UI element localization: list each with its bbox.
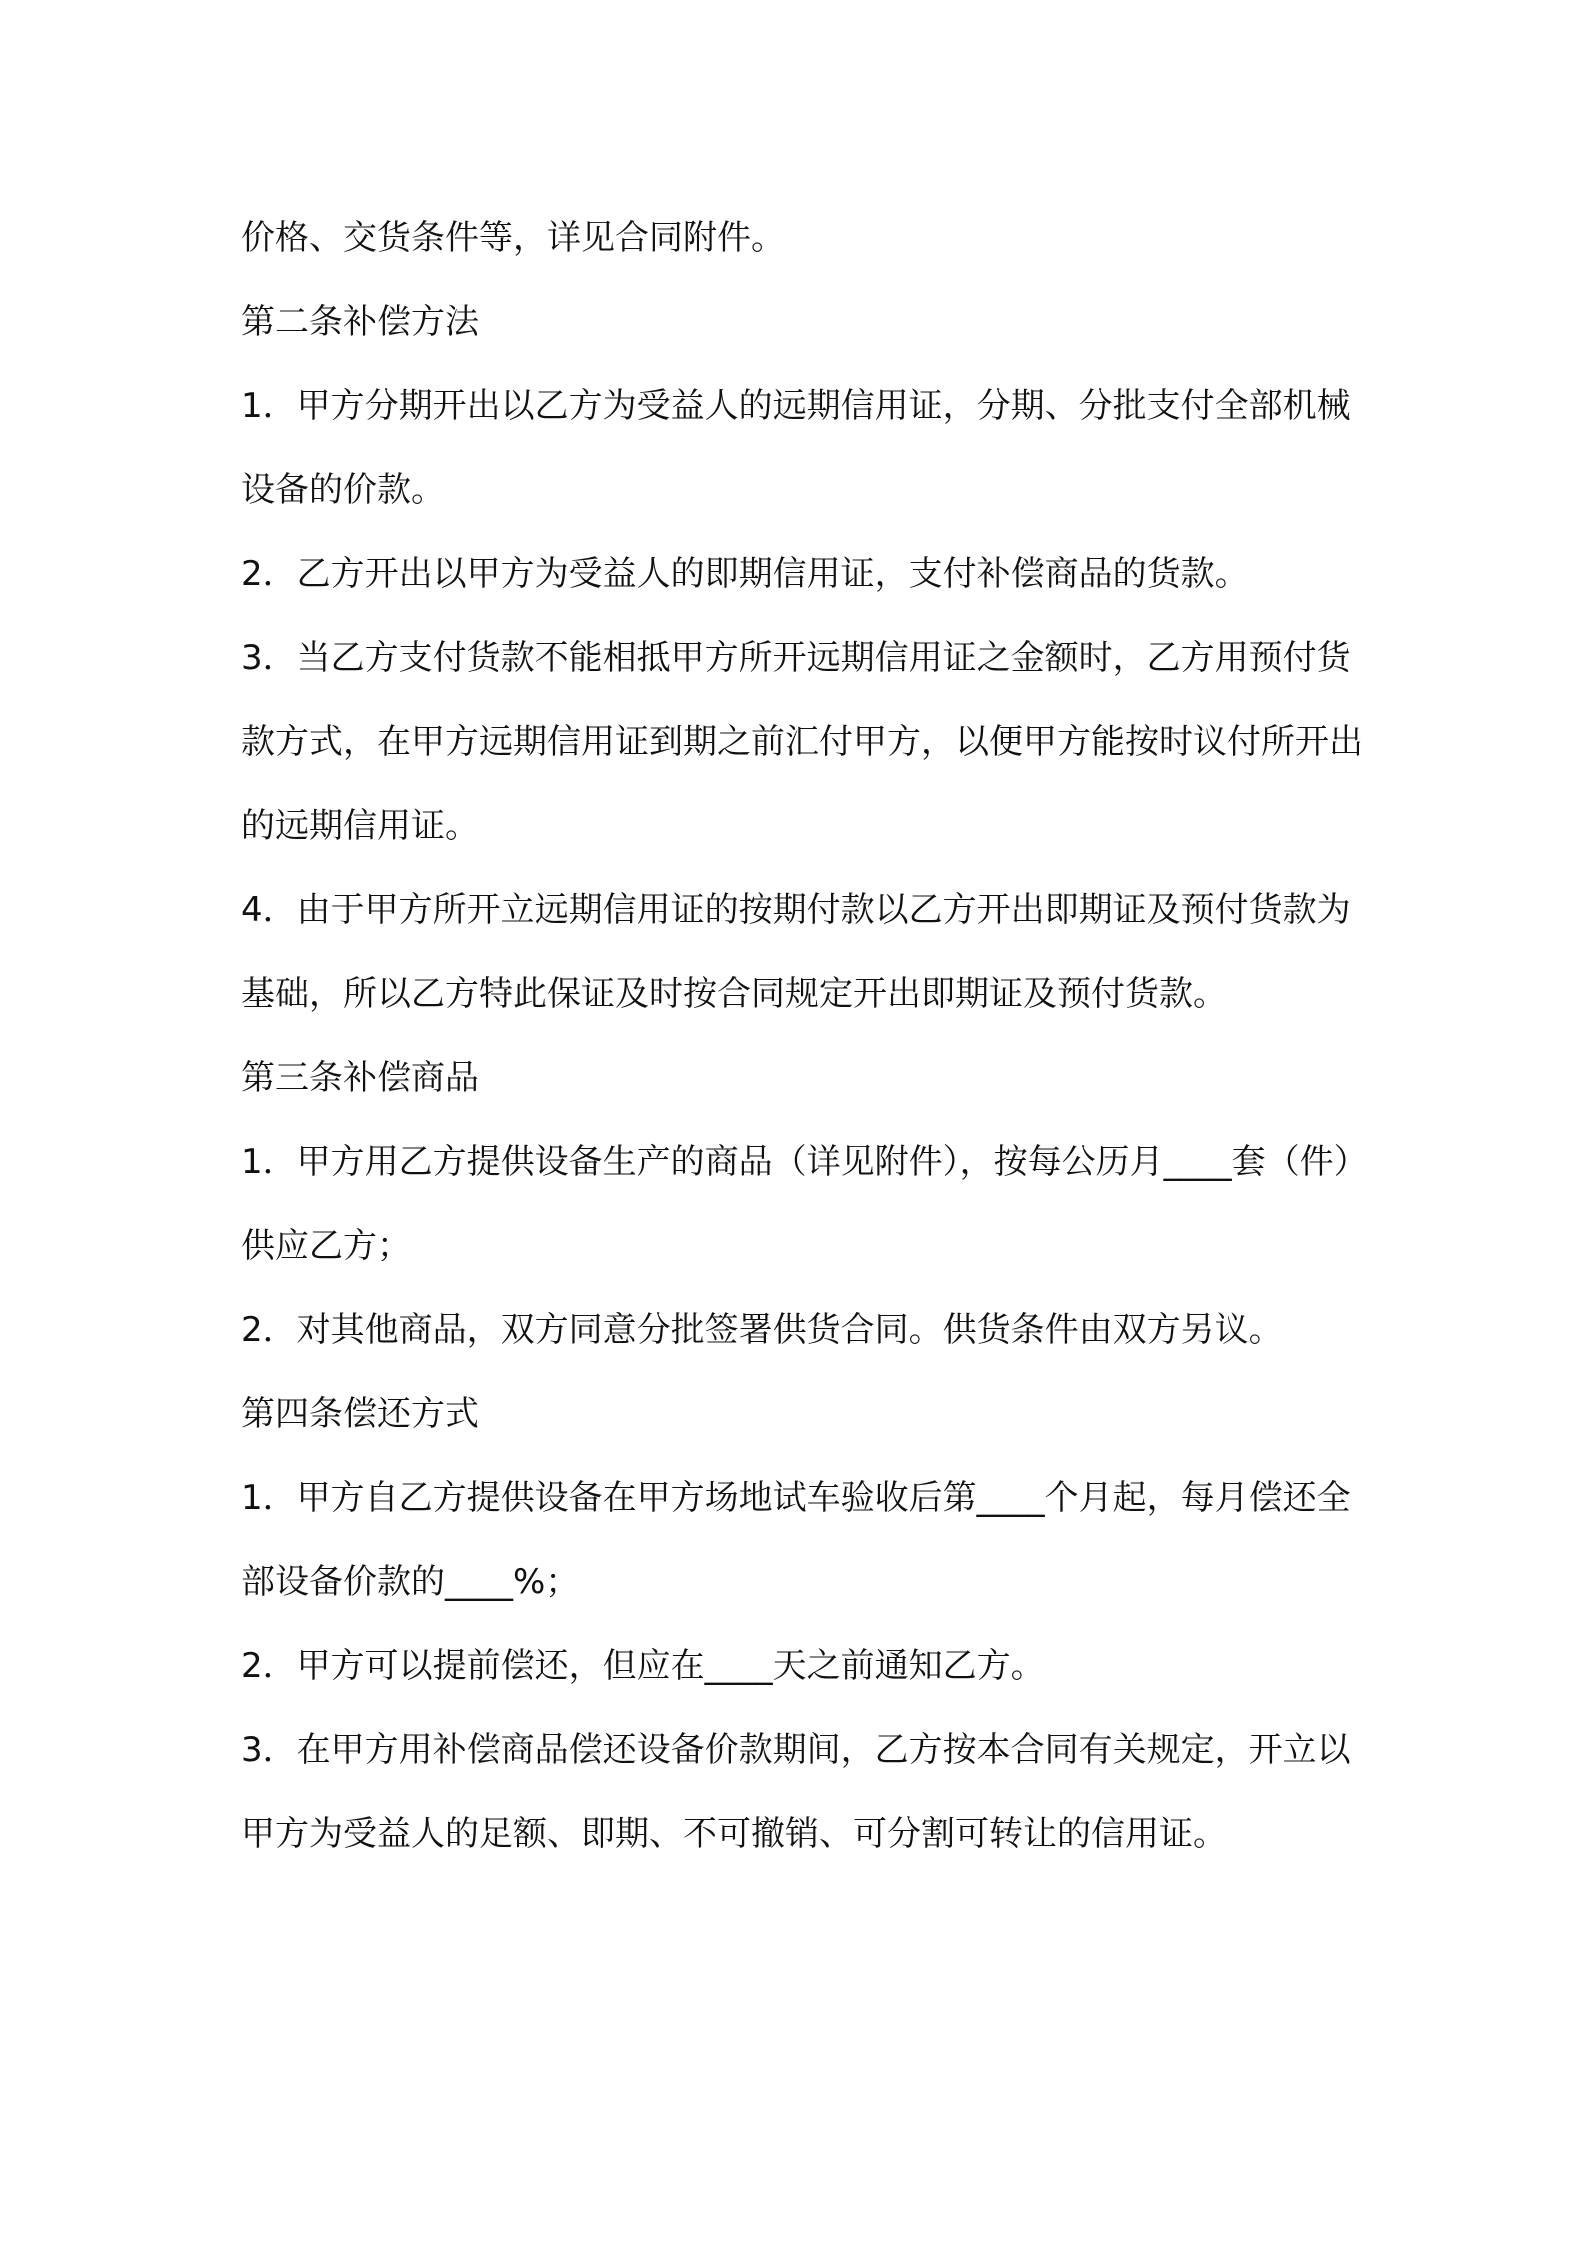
article-3-item-1: 1．甲方用乙方提供设备生产的商品（详见附件），按每公历月____套（件）供应乙方； [241, 1142, 1368, 1266]
article-2-item-4: 4．由于甲方所开立远期信用证的按期付款以乙方开出即期证及预付货款为基础，所以乙方特此保证及时按合同规定开出即期证及预付货款。 [241, 890, 1351, 1014]
article-2-item-3: 3．当乙方支付货款不能相抵甲方所开远期信用证之金额时，乙方用预付货款方式，在甲方远期信用证到期之前汇付甲方，以便甲方能按时议付所开出的远期信用证。 [241, 638, 1363, 846]
article-4-item-1: 1．甲方自乙方提供设备在甲方场地试车验收后第____个月起，每月偿还全部设备价款的____%； [241, 1478, 1351, 1602]
heading-article-2: 第二条补偿方法 [241, 302, 479, 342]
article-2-item-2: 2．乙方开出以甲方为受益人的即期信用证，支付补偿商品的货款。 [241, 554, 1249, 594]
article-2-item-1: 1．甲方分期开出以乙方为受益人的远期信用证，分期、分批支付全部机械设备的价款。 [241, 386, 1351, 510]
heading-article-3: 第三条补偿商品 [241, 1058, 479, 1098]
article-4-item-3: 3．在甲方用补偿商品偿还设备价款期间，乙方按本合同有关规定，开立以甲方为受益人的足额、即期、不可撤销、可分割可转让的信用证。 [241, 1730, 1351, 1854]
document-body [241, 196, 1371, 1876]
article-4-item-2: 2．甲方可以提前偿还，但应在____天之前通知乙方。 [241, 1646, 1045, 1686]
heading-article-4: 第四条偿还方式 [241, 1394, 479, 1434]
article-3-item-2: 2．对其他商品，双方同意分批签署供货合同。供货条件由双方另议。 [241, 1310, 1283, 1350]
paragraph-delivery-terms: 价格、交货条件等，详见合同附件。 [241, 218, 785, 258]
